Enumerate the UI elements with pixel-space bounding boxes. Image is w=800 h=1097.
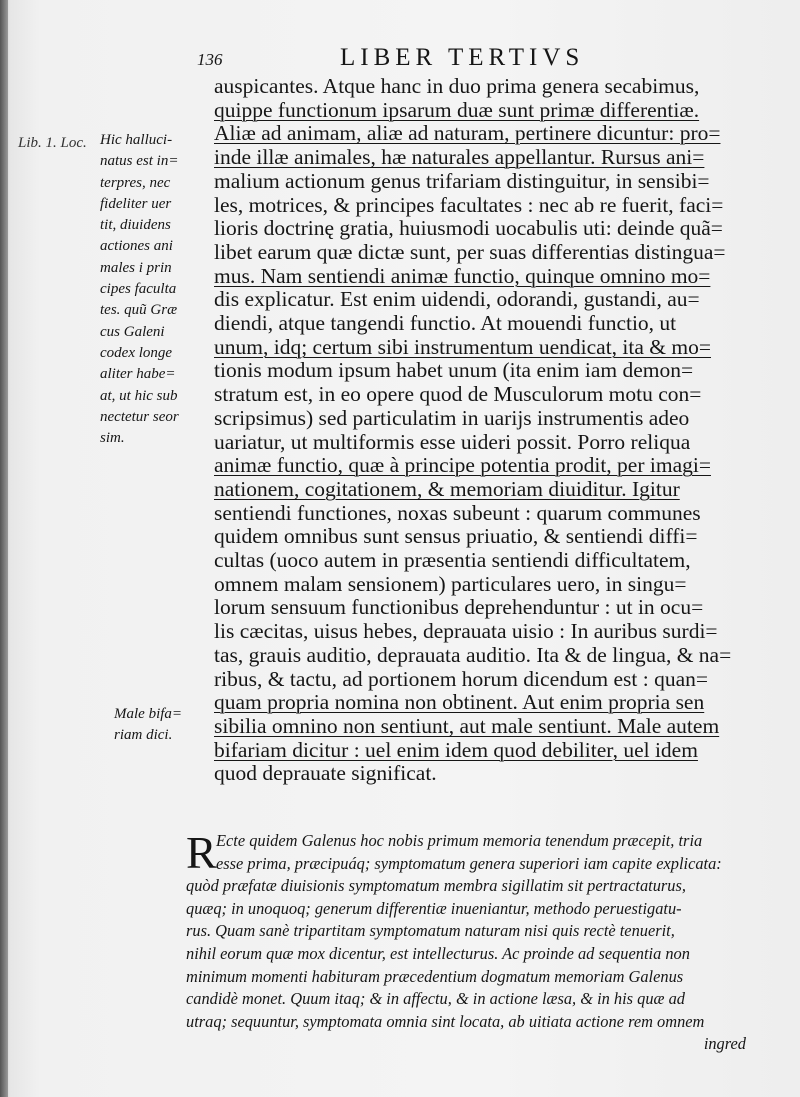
text-line: animæ functio, quæ à principe potentia prodit, per imagi= (214, 453, 711, 478)
text-line: libet earum quæ dictæ sunt, per suas differentias distingua= (214, 239, 726, 264)
text-line: unum, idq; certum sibi instrumentum uendicat, ita & mo= (214, 334, 711, 359)
margin-note-line: sim. (100, 430, 125, 447)
margin-note-line: tit, diuidens (100, 217, 171, 234)
text-line: dis explicatur. Est enim uidendi, odorandi, gustandi, au= (214, 287, 700, 312)
margin-note-line: nectetur seor (100, 408, 179, 425)
running-title: LIBER TERTIVS (340, 44, 585, 71)
text-line: uariatur, ut multiformis esse uideri possit. Porro reliqua (214, 429, 691, 454)
text-line: malium actionum genus trifariam distinguitur, in sensibi= (214, 168, 710, 193)
margin-note-line: at, ut hic sub (100, 387, 178, 404)
catchword: ingred (703, 1034, 746, 1054)
commentary-line: candidè monet. Quum itaq; & in affectu, & in actione læsa, & in his quæ ad (186, 989, 685, 1009)
margin-note-2 (114, 704, 209, 746)
text-line: quippe functionum ipsarum duæ sunt primæ differentiæ. (214, 97, 700, 122)
text-line: quidem omnibus sunt sensus priuatio, & sentiendi diffi= (214, 524, 698, 549)
margin-note-line: males i prin (100, 259, 172, 276)
margin-note-1 (100, 130, 210, 449)
text-line: tionis modum ipsum habet unum (ita enim iam demon= (214, 358, 694, 383)
commentary-line: nihil eorum quæ mox dicentur, est intellecturus. Ac proinde ad sequentia non (186, 943, 690, 963)
text-line: diendi, atque tangendi functio. At mouendi functio, ut (214, 311, 677, 336)
margin-note-line: cipes faculta (100, 281, 177, 298)
margin-note-line: tes. quũ Græ (100, 302, 178, 319)
text-line: quod deprauate significat. (214, 761, 437, 786)
text-line: lis cæcitas, uisus hebes, deprauata uisio : In auribus surdi= (214, 619, 718, 644)
text-line: scripsimus) sed particulatim in uarijs instrumentis adeo (214, 405, 690, 430)
text-line: nationem, cogitationem, & memoriam diuiditur. Igitur (214, 476, 680, 501)
text-line: cultas (uoco autem in præsentia sentiendi difficultatem, (214, 548, 691, 573)
margin-note-line: riam dici. (114, 727, 173, 743)
commentary-line: utraq; sequuntur, symptomata omnia sint locata, ab uitiata actione rem omnem (186, 1011, 705, 1031)
text-line: tas, grauis auditio, deprauata auditio. Ita & de lingua, & na= (214, 642, 732, 667)
main-text-block (214, 75, 774, 786)
text-line: lioris doctrinę gratia, huiusmodi uocabulis uti: deinde quã= (214, 216, 723, 241)
text-line: lorum sensuum functionibus deprehenduntur : ut in ocu= (214, 595, 704, 620)
text-line: ribus, & tactu, ad portionem horum dicendum est : quan= (214, 666, 708, 691)
text-line: auspicantes. Atque hanc in duo prima genera secabimus, (214, 74, 700, 98)
commentary-line: quòd præfatæ diuisionis symptomatum membra sigillatim sit pertractaturus, (186, 876, 686, 896)
text-line: quam propria nomina non obtinent. Aut enim propria sen (214, 690, 705, 715)
margin-note-line: Hic halluci- (100, 132, 173, 148)
margin-note-line: aliter habe= (100, 366, 176, 383)
drop-cap: R (186, 827, 217, 878)
commentary-line: esse prima, præcipuáq; symptomatum genera superiori iam capite explicata: (216, 853, 722, 873)
page-number: 136 (197, 50, 223, 69)
text-line: sentiendi functiones, noxas subeunt : quarum communes (214, 500, 701, 525)
text-line: omnem malam sensionem) particulares uero, in singu= (214, 571, 687, 596)
commentary-line: rus. Quam sanè tripartitam symptomatum naturam nisi quis rectè tenuerit, (186, 921, 675, 941)
commentary-line: Ecte quidem Galenus hoc nobis primum memoria tenendum præcepit, tria (216, 831, 703, 850)
handwritten-margin-note: Lib. 1. Loc. (18, 135, 87, 151)
text-line: les, motrices, & principes facultates : nec ab re fuerit, faci= (214, 192, 724, 217)
text-line: Aliæ ad animam, aliæ ad naturam, pertinere dicuntur: pro= (214, 121, 721, 146)
page-gutter (0, 0, 8, 1097)
margin-note-line: terpres, nec (100, 174, 171, 191)
text-line: inde illæ animales, hæ naturales appellantur. Rursus ani= (214, 145, 705, 170)
commentary-line: quæq; in unoquoq; generum differentiæ inueniantur, methodo peruestigatu- (186, 898, 682, 918)
margin-note-line: actiones ani (100, 238, 173, 255)
margin-note-line: Male bifa= (114, 706, 183, 722)
margin-note-line: codex longe (100, 344, 173, 361)
commentary-line: minimum momenti habituram præcedentium dogmatum memoriam Galenus (186, 966, 684, 986)
page-header (0, 44, 800, 74)
text-line: bifariam dicitur : uel enim idem quod debiliter, uel idem (214, 737, 698, 762)
commentary-block (186, 827, 746, 1056)
margin-note-line: natus est in= (100, 153, 179, 170)
margin-note-line: fideliter uer (100, 195, 172, 212)
text-line: sibilia omnino non sentiunt, aut male sentiunt. Male autem (214, 713, 720, 738)
margin-note-line: cus Galeni (100, 323, 165, 340)
text-line: mus. Nam sentiendi animæ functio, quinque omnino mo= (214, 263, 711, 288)
text-line: stratum est, in eo opere quod de Musculorum motu con= (214, 382, 702, 407)
